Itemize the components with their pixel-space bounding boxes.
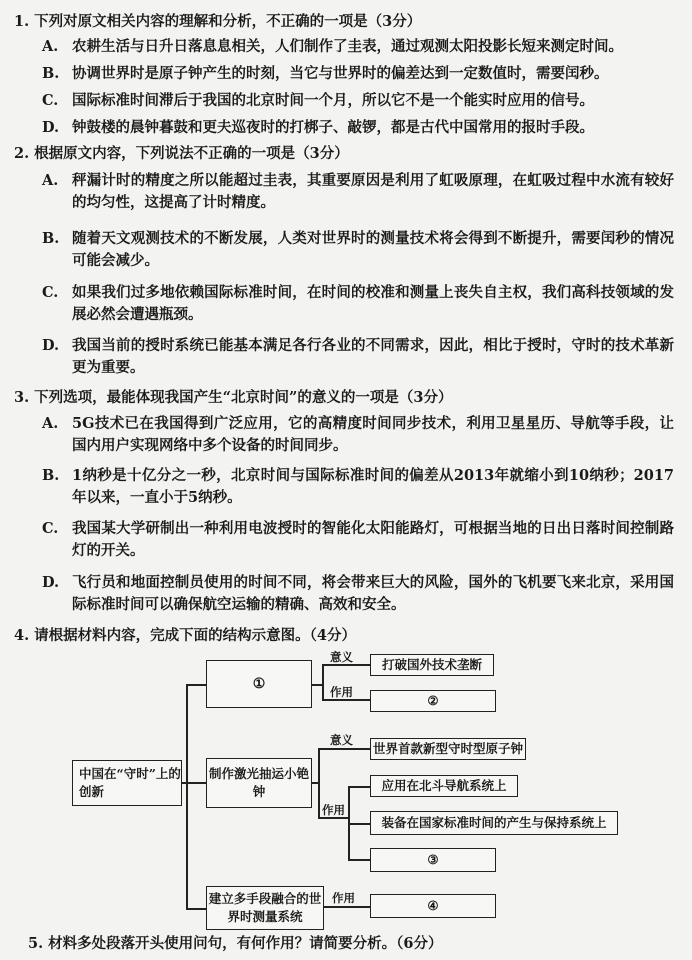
connector-line	[348, 859, 370, 861]
option-label: B.	[42, 65, 60, 82]
option-label: D.	[42, 574, 60, 591]
b1-use-answer-blank: ②	[370, 690, 496, 712]
q3-option-c	[42, 518, 674, 562]
option-text: 我国当前的授时系统已能基本满足各行各业的不同需求，因此，相比于授时，守时的技术革新更为重要。	[72, 337, 674, 376]
option-label: A.	[42, 38, 59, 55]
connector-line	[186, 782, 206, 784]
meaning-label: 意义	[330, 650, 353, 664]
connector-line	[348, 786, 370, 788]
option-label: C.	[42, 92, 59, 109]
connector-line	[186, 684, 188, 910]
option-label: A.	[42, 415, 59, 432]
question-2-stem: 2. 根据原文内容，下列说法不正确的一项是（3分）	[14, 145, 349, 162]
option-text: 5G技术已在我国得到广泛应用，它的高精度时间同步技术，利用卫星星历、导航等手段，让国内用户实现网络中多个设备的时间同步。	[72, 415, 674, 454]
meaning-label: 意义	[330, 733, 353, 747]
q1-option-b	[42, 63, 674, 85]
option-text: 1纳秒是十亿分之一秒，北京时间与国际标准时间的偏差从2013年就缩小到10纳秒；2017年以来，一直小于5纳秒。	[72, 467, 674, 506]
option-text: 钟鼓楼的晨钟暮鼓和更夫巡夜时的打梆子、敲锣，都是古代中国常用的报时手段。	[72, 119, 594, 136]
connector-line	[322, 664, 324, 700]
option-label: D.	[42, 337, 60, 354]
connector-line	[348, 823, 370, 825]
q1-option-d	[42, 117, 674, 139]
connector-line	[318, 748, 320, 818]
question-1-stem: 1. 下列对原文相关内容的理解和分析，不正确的一项是（3分）	[14, 13, 422, 30]
option-label: B.	[42, 467, 60, 484]
q1-option-c	[42, 90, 674, 112]
b1-meaning-box: 打破国外技术垄断	[370, 654, 494, 676]
q3-option-b	[42, 465, 674, 509]
option-text: 农耕生活与日升日落息息相关，人们制作了圭表，通过观测太阳投影长短来测定时间。	[72, 38, 623, 55]
connector-line	[186, 684, 206, 686]
q2-option-d	[42, 335, 674, 379]
use-label: 作用	[322, 803, 345, 817]
option-text: 秤漏计时的精度之所以能超过圭表，其重要原因是利用了虹吸原理，在虹吸过程中水流有较好的均匀性，这提高了计时精度。	[72, 172, 674, 211]
b2-use-1-box: 应用在北斗导航系统上	[370, 775, 518, 797]
option-text: 飞行员和地面控制员使用的时间不同，将会带来巨大的风险，国外的飞机要飞来北京，采用国际标准时间可以确保航空运输的精确、高效和安全。	[72, 574, 674, 613]
q3-option-a	[42, 413, 674, 457]
question-3-stem: 3. 下列选项，最能体现我国产生“北京时间”的意义的一项是（3分）	[14, 389, 453, 406]
option-label: D.	[42, 119, 60, 136]
question-4-stem: 4. 请根据材料内容，完成下面的结构示意图。（4分）	[14, 627, 357, 644]
diagram-root-box: 中国在“守时”上的创新	[72, 760, 182, 806]
use-label: 作用	[330, 685, 353, 699]
b3-use-answer-blank: ④	[370, 894, 496, 918]
option-text: 随着天文观测技术的不断发展，人类对世界时的测量技术将会得到不断提升，需要闰秒的情况可能会减少。	[72, 230, 674, 269]
q1-option-a	[42, 36, 674, 58]
connector-line	[318, 748, 370, 750]
b2-use-2-box: 装备在国家标准时间的产生与保持系统上	[370, 811, 618, 835]
q3-option-d	[42, 572, 674, 616]
q2-option-c	[42, 282, 674, 326]
connector-line	[324, 906, 370, 908]
option-text: 如果我们过多地依赖国际标准时间，在时间的校准和测量上丧失自主权，我们高科技领域的发展必然会遭遇瓶颈。	[72, 284, 674, 323]
option-label: C.	[42, 284, 59, 301]
q2-option-b	[42, 228, 674, 272]
option-label: A.	[42, 172, 59, 189]
diagram-branch-1-box: ①	[206, 660, 312, 708]
connector-line	[186, 908, 206, 910]
option-text: 国际标准时间滞后于我国的北京时间一个月，所以它不是一个能实时应用的信号。	[72, 92, 594, 109]
use-label: 作用	[332, 891, 355, 905]
b2-use-answer-blank: ③	[370, 848, 496, 872]
question-5-stem: 5. 材料多处段落开头使用问句，有何作用？请简要分析。（6分）	[28, 935, 443, 952]
option-text: 协调世界时是原子钟产生的时刻，当它与世界时的偏差达到一定数值时，需要闰秒。	[72, 65, 609, 82]
diagram-branch-3-box: 建立多手段融合的世界时测量系统	[206, 886, 324, 930]
option-label: B.	[42, 230, 60, 247]
q2-option-a	[42, 170, 674, 214]
structure-diagram	[40, 642, 680, 934]
b2-meaning-box: 世界首款新型守时型原子钟	[370, 738, 526, 760]
connector-line	[312, 684, 322, 686]
option-text: 我国某大学研制出一种利用电波授时的智能化太阳能路灯，可根据当地的日出日落时间控制路灯的开关。	[72, 520, 674, 559]
diagram-branch-2-box: 制作激光抽运小铯钟	[206, 758, 312, 808]
option-label: C.	[42, 520, 59, 537]
